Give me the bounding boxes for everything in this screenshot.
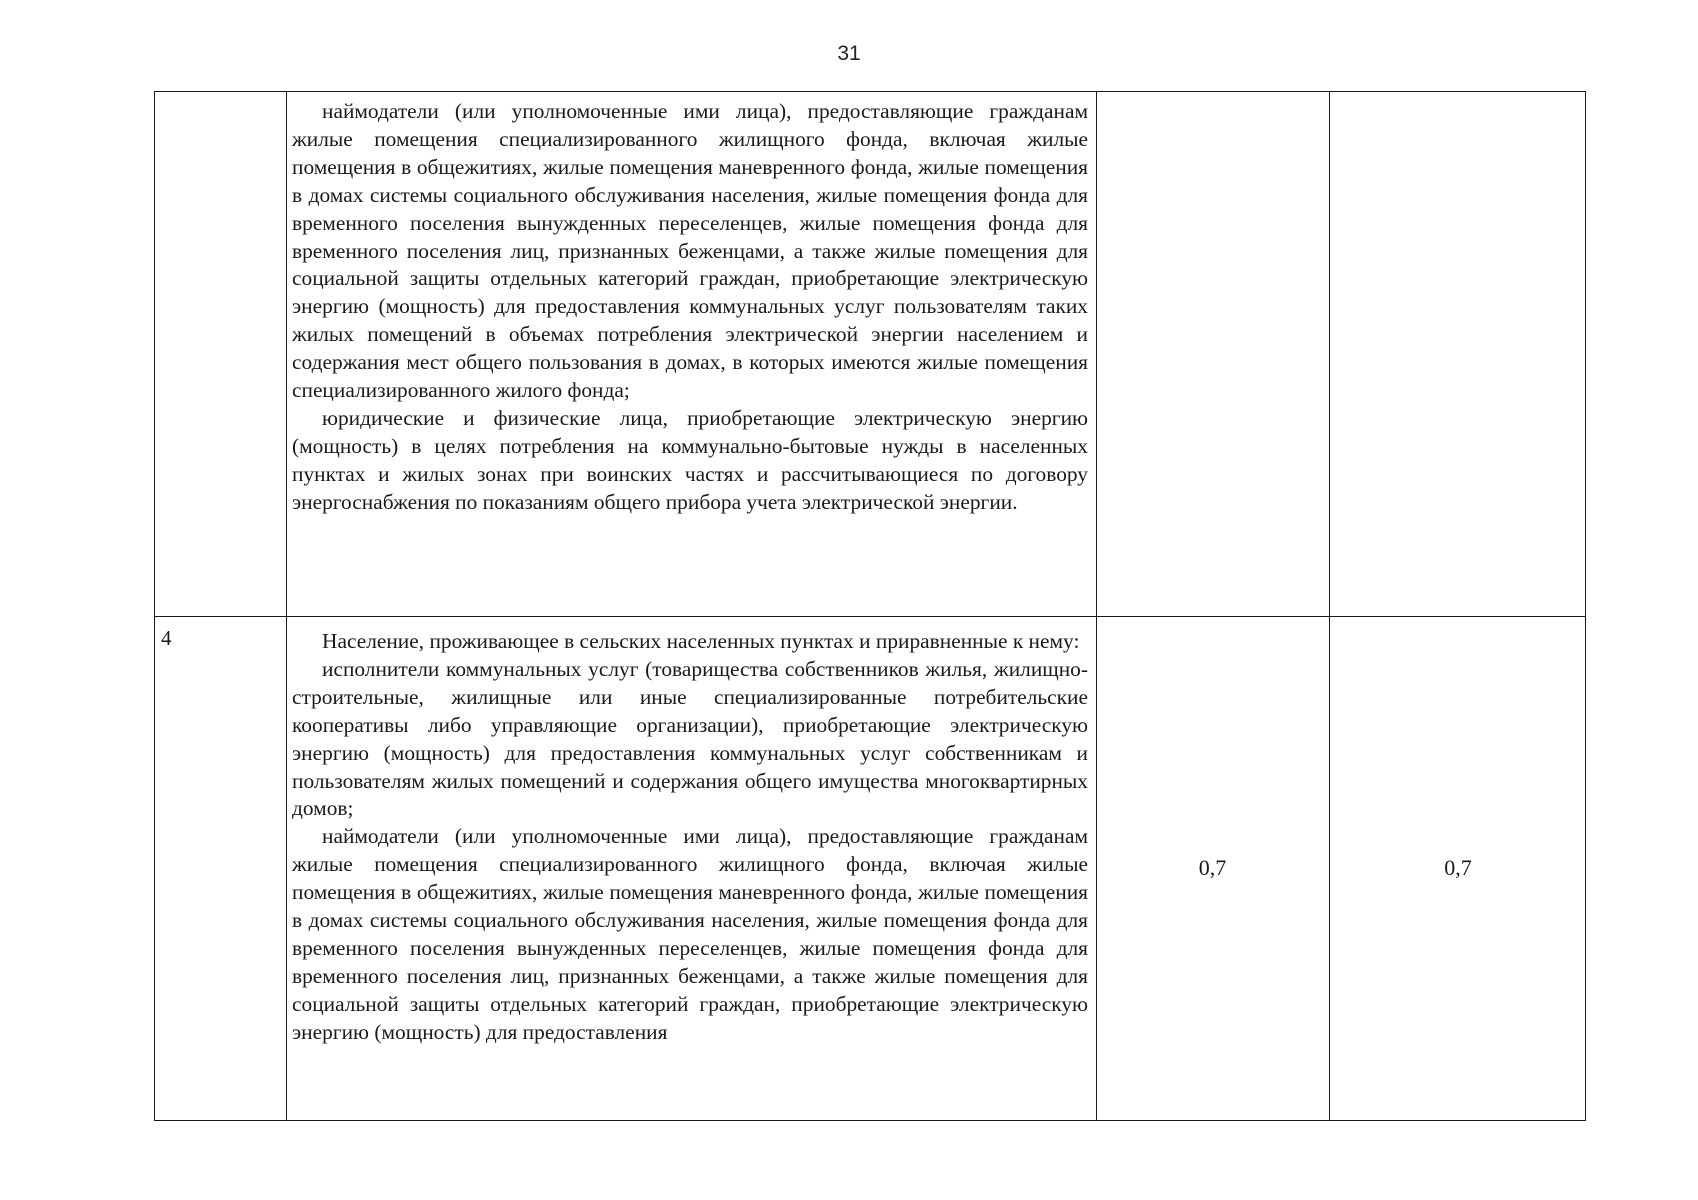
row-description xyxy=(286,616,1096,1120)
row-value-1 xyxy=(1096,92,1329,616)
description-paragraph: исполнители коммунальных услуг (товарищества собственников жилья, жилищно-строительные, жилищные или иные специализированные потребительские кооперативы либо управляющие организации), приобретающие электрическую энергию (мощность) для предоставления коммунальных услуг собственникам и пользователям жилых помещений и содержания общего имущества многоквартирных домов; xyxy=(292,656,1088,821)
row-value-1: 0,7 xyxy=(1198,855,1227,880)
table-row xyxy=(155,92,1585,616)
description-paragraph: наймодатели (или уполномоченные ими лица), предоставляющие гражданам жилые помещения специализированного жилищного фонда, включая жилые помещения в общежитиях, жилые помещения маневренного фонда, жилые помещения в домах системы социального обслуживания населения, жилые помещения фонда для временного поселения вынужденных переселенцев, жилые помещения фонда для временного поселения лиц, признанных беженцами, а также жилые помещения для социальной защиты отдельных категорий граждан, приобретающие электрическую энергию (мощность) для предоставления xyxy=(292,824,1088,1044)
tariff-table xyxy=(154,91,1586,1121)
row-number xyxy=(155,92,286,616)
row-number: 4 xyxy=(161,626,172,650)
page-number: 31 xyxy=(837,42,861,65)
table-row xyxy=(155,616,1585,1120)
description-paragraph: Население, проживающее в сельских населенных пунктах и приравненные к нему: xyxy=(322,629,1080,653)
row-description xyxy=(286,92,1096,616)
description-paragraph: юридические и физические лица, приобретающие электрическую энергию (мощность) в целях потребления на коммунально-бытовые нужды в населенных пунктах и жилых зонах при воинских частях и рассчитывающиеся по договору энергоснабжения по показаниям общего прибора учета электрической энергии. xyxy=(292,405,1088,514)
row-value-2 xyxy=(1329,92,1587,616)
row-value-2: 0,7 xyxy=(1444,855,1472,880)
description-paragraph: наймодатели (или уполномоченные ими лица), предоставляющие гражданам жилые помещения специализированного жилищного фонда, включая жилые помещения в общежитиях, жилые помещения маневренного фонда, жилые помещения в домах системы социального обслуживания населения, жилые помещения фонда для временного поселения вынужденных переселенцев, жилые помещения фонда для временного поселения лиц, признанных беженцами, а также жилые помещения для социальной защиты отдельных категорий граждан, приобретающие электрическую энергию (мощность) для предоставления коммунальных услуг пользователям таких жилых помещений в объемах потребления электрической энергии населением и содержания мест общего пользования в домах, в которых имеются жилые помещения специализированного жилого фонда; xyxy=(292,99,1088,403)
